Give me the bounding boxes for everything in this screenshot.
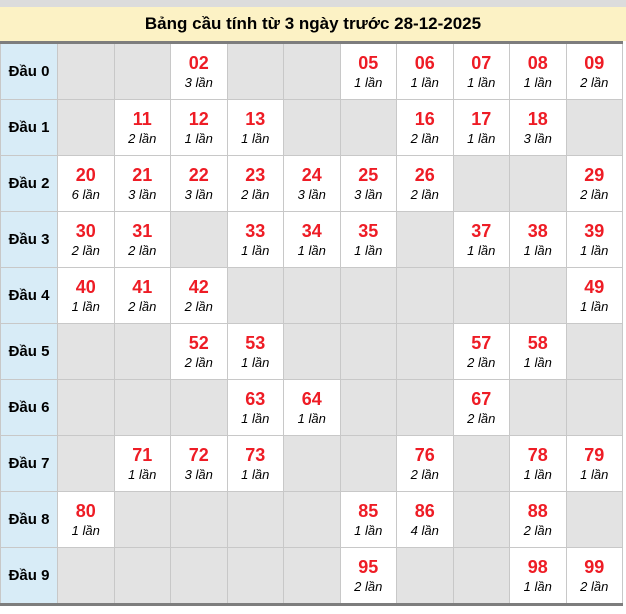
empty-cell bbox=[114, 548, 171, 605]
cell-number: 53 bbox=[245, 333, 266, 353]
empty-cell bbox=[453, 268, 510, 324]
cell-number: 86 bbox=[414, 501, 435, 521]
cell-number: 30 bbox=[75, 221, 96, 241]
cell-count: 2 lần bbox=[410, 187, 439, 202]
empty-cell bbox=[340, 100, 397, 156]
number-cell-34 bbox=[284, 212, 341, 268]
table-row bbox=[1, 156, 623, 212]
empty-cell bbox=[58, 380, 115, 436]
cell-count: 1 lần bbox=[354, 523, 383, 538]
number-cell-76 bbox=[397, 436, 454, 492]
row-label: Đầu 4 bbox=[1, 268, 58, 324]
cell-count: 3 lần bbox=[523, 131, 552, 146]
number-cell-33 bbox=[227, 212, 284, 268]
number-cell-57 bbox=[453, 324, 510, 380]
empty-cell bbox=[510, 380, 567, 436]
cell-number: 06 bbox=[414, 53, 435, 73]
number-cell-85 bbox=[340, 492, 397, 548]
cell-count: 1 lần bbox=[128, 467, 157, 482]
cell-number: 76 bbox=[414, 445, 435, 465]
cell-number: 35 bbox=[358, 221, 379, 241]
number-cell-73 bbox=[227, 436, 284, 492]
cell-number: 79 bbox=[584, 445, 605, 465]
number-cell-21 bbox=[114, 156, 171, 212]
cell-number: 88 bbox=[527, 501, 548, 521]
empty-cell bbox=[58, 436, 115, 492]
empty-cell bbox=[58, 100, 115, 156]
number-cell-22 bbox=[171, 156, 228, 212]
number-cell-41 bbox=[114, 268, 171, 324]
cell-number: 78 bbox=[527, 445, 548, 465]
empty-cell bbox=[510, 268, 567, 324]
cell-number: 80 bbox=[75, 501, 96, 521]
cell-count: 1 lần bbox=[241, 355, 270, 370]
cell-number: 64 bbox=[301, 389, 322, 409]
empty-cell bbox=[566, 100, 623, 156]
cell-number: 16 bbox=[414, 109, 435, 129]
number-cell-86 bbox=[397, 492, 454, 548]
cell-count: 3 lần bbox=[297, 187, 326, 202]
cell-number: 12 bbox=[188, 109, 209, 129]
empty-cell bbox=[284, 492, 341, 548]
empty-cell bbox=[453, 548, 510, 605]
empty-cell bbox=[397, 268, 454, 324]
number-cell-64 bbox=[284, 380, 341, 436]
cell-count: 1 lần bbox=[523, 243, 552, 258]
cell-count: 1 lần bbox=[241, 411, 270, 426]
cell-count: 4 lần bbox=[410, 523, 439, 538]
empty-cell bbox=[114, 324, 171, 380]
number-cell-16 bbox=[397, 100, 454, 156]
cell-number: 37 bbox=[471, 221, 492, 241]
cell-count: 1 lần bbox=[241, 243, 270, 258]
cell-number: 71 bbox=[132, 445, 153, 465]
number-cell-06 bbox=[397, 43, 454, 100]
table-row bbox=[1, 100, 623, 156]
empty-cell bbox=[114, 492, 171, 548]
row-label: Đầu 8 bbox=[1, 492, 58, 548]
cell-count: 2 lần bbox=[467, 355, 496, 370]
empty-cell bbox=[453, 492, 510, 548]
number-cell-11 bbox=[114, 100, 171, 156]
number-cell-29 bbox=[566, 156, 623, 212]
empty-cell bbox=[114, 380, 171, 436]
cell-count: 1 lần bbox=[467, 131, 496, 146]
cell-number: 67 bbox=[471, 389, 492, 409]
empty-cell bbox=[340, 436, 397, 492]
table-row bbox=[1, 268, 623, 324]
row-label: Đầu 6 bbox=[1, 380, 58, 436]
number-cell-05 bbox=[340, 43, 397, 100]
cell-count: 2 lần bbox=[410, 467, 439, 482]
cell-count: 1 lần bbox=[354, 75, 383, 90]
empty-cell bbox=[227, 492, 284, 548]
number-cell-31 bbox=[114, 212, 171, 268]
number-cell-18 bbox=[510, 100, 567, 156]
cell-count: 1 lần bbox=[354, 243, 383, 258]
number-cell-88 bbox=[510, 492, 567, 548]
number-cell-24 bbox=[284, 156, 341, 212]
cell-number: 57 bbox=[471, 333, 492, 353]
cell-count: 2 lần bbox=[523, 523, 552, 538]
number-cell-67 bbox=[453, 380, 510, 436]
cell-number: 05 bbox=[358, 53, 379, 73]
empty-cell bbox=[284, 548, 341, 605]
cell-count: 2 lần bbox=[128, 243, 157, 258]
table-row bbox=[1, 380, 623, 436]
empty-cell bbox=[566, 324, 623, 380]
cell-count: 1 lần bbox=[580, 299, 609, 314]
cell-number: 09 bbox=[584, 53, 605, 73]
empty-cell bbox=[171, 380, 228, 436]
cell-count: 2 lần bbox=[71, 243, 100, 258]
number-cell-09 bbox=[566, 43, 623, 100]
empty-cell bbox=[510, 156, 567, 212]
cell-count: 2 lần bbox=[580, 187, 609, 202]
cell-count: 3 lần bbox=[184, 467, 213, 482]
cell-number: 63 bbox=[245, 389, 266, 409]
cell-number: 98 bbox=[527, 557, 548, 577]
number-cell-25 bbox=[340, 156, 397, 212]
cell-number: 26 bbox=[414, 165, 435, 185]
cell-count: 1 lần bbox=[241, 467, 270, 482]
cell-count: 3 lần bbox=[184, 187, 213, 202]
row-label: Đầu 3 bbox=[1, 212, 58, 268]
empty-cell bbox=[171, 212, 228, 268]
table-row bbox=[1, 324, 623, 380]
cell-number: 25 bbox=[358, 165, 379, 185]
cell-number: 22 bbox=[188, 165, 209, 185]
cell-number: 31 bbox=[132, 221, 153, 241]
empty-cell bbox=[397, 212, 454, 268]
number-cell-08 bbox=[510, 43, 567, 100]
cell-number: 39 bbox=[584, 221, 605, 241]
number-cell-98 bbox=[510, 548, 567, 605]
cell-number: 40 bbox=[75, 277, 96, 297]
cell-number: 73 bbox=[245, 445, 266, 465]
page-title: Bảng cầu tính từ 3 ngày trước 28-12-2025 bbox=[144, 14, 482, 33]
cell-number: 38 bbox=[527, 221, 548, 241]
cell-number: 17 bbox=[471, 109, 492, 129]
empty-cell bbox=[284, 324, 341, 380]
empty-cell bbox=[58, 548, 115, 605]
cell-count: 1 lần bbox=[297, 243, 326, 258]
number-cell-39 bbox=[566, 212, 623, 268]
number-cell-30 bbox=[58, 212, 115, 268]
number-cell-26 bbox=[397, 156, 454, 212]
empty-cell bbox=[284, 436, 341, 492]
cell-count: 1 lần bbox=[467, 243, 496, 258]
empty-cell bbox=[397, 548, 454, 605]
cell-count: 3 lần bbox=[128, 187, 157, 202]
number-cell-71 bbox=[114, 436, 171, 492]
empty-cell bbox=[453, 156, 510, 212]
cell-count: 2 lần bbox=[410, 131, 439, 146]
empty-cell bbox=[397, 380, 454, 436]
cell-count: 2 lần bbox=[580, 75, 609, 90]
cell-number: 95 bbox=[358, 557, 379, 577]
cell-number: 99 bbox=[584, 557, 605, 577]
cell-number: 02 bbox=[188, 53, 209, 73]
cell-number: 49 bbox=[584, 277, 605, 297]
empty-cell bbox=[227, 548, 284, 605]
table-row bbox=[1, 492, 623, 548]
cell-number: 07 bbox=[471, 53, 492, 73]
number-cell-58 bbox=[510, 324, 567, 380]
cell-count: 1 lần bbox=[184, 131, 213, 146]
empty-cell bbox=[340, 380, 397, 436]
number-cell-40 bbox=[58, 268, 115, 324]
empty-cell bbox=[58, 43, 115, 100]
cell-count: 1 lần bbox=[410, 75, 439, 90]
number-cell-72 bbox=[171, 436, 228, 492]
row-label: Đầu 2 bbox=[1, 156, 58, 212]
cell-count: 2 lần bbox=[467, 411, 496, 426]
cell-count: 2 lần bbox=[580, 579, 609, 594]
cell-number: 11 bbox=[132, 109, 152, 129]
number-cell-07 bbox=[453, 43, 510, 100]
row-label: Đầu 7 bbox=[1, 436, 58, 492]
cell-count: 1 lần bbox=[71, 523, 100, 538]
number-cell-17 bbox=[453, 100, 510, 156]
table-row bbox=[1, 436, 623, 492]
empty-cell bbox=[284, 100, 341, 156]
empty-cell bbox=[58, 324, 115, 380]
row-label: Đầu 0 bbox=[1, 43, 58, 100]
cell-number: 23 bbox=[245, 165, 266, 185]
cell-count: 1 lần bbox=[580, 467, 609, 482]
empty-cell bbox=[453, 436, 510, 492]
number-cell-13 bbox=[227, 100, 284, 156]
number-cell-52 bbox=[171, 324, 228, 380]
number-cell-99 bbox=[566, 548, 623, 605]
number-cell-78 bbox=[510, 436, 567, 492]
number-cell-53 bbox=[227, 324, 284, 380]
cell-count: 1 lần bbox=[467, 75, 496, 90]
cell-count: 1 lần bbox=[523, 579, 552, 594]
cell-count: 6 lần bbox=[71, 187, 100, 202]
number-cell-63 bbox=[227, 380, 284, 436]
cell-count: 3 lần bbox=[354, 187, 383, 202]
cell-number: 08 bbox=[527, 53, 548, 73]
frequency-table bbox=[0, 41, 623, 606]
empty-cell bbox=[284, 268, 341, 324]
frequency-table-body bbox=[1, 43, 623, 605]
cell-number: 58 bbox=[527, 333, 548, 353]
number-cell-35 bbox=[340, 212, 397, 268]
cell-count: 2 lần bbox=[128, 299, 157, 314]
cell-number: 34 bbox=[301, 221, 322, 241]
cell-count: 1 lần bbox=[523, 355, 552, 370]
number-cell-42 bbox=[171, 268, 228, 324]
cell-count: 2 lần bbox=[128, 131, 157, 146]
cell-number: 29 bbox=[584, 165, 605, 185]
cell-number: 72 bbox=[188, 445, 209, 465]
empty-cell bbox=[397, 324, 454, 380]
number-cell-38 bbox=[510, 212, 567, 268]
table-row bbox=[1, 43, 623, 100]
cell-number: 20 bbox=[75, 165, 96, 185]
number-cell-95 bbox=[340, 548, 397, 605]
top-strip bbox=[0, 0, 626, 7]
row-label: Đầu 9 bbox=[1, 548, 58, 605]
cell-count: 1 lần bbox=[523, 467, 552, 482]
number-cell-37 bbox=[453, 212, 510, 268]
number-cell-49 bbox=[566, 268, 623, 324]
empty-cell bbox=[340, 324, 397, 380]
number-cell-12 bbox=[171, 100, 228, 156]
cell-count: 1 lần bbox=[297, 411, 326, 426]
cell-count: 3 lần bbox=[184, 75, 213, 90]
cell-count: 1 lần bbox=[71, 299, 100, 314]
cell-number: 41 bbox=[132, 277, 153, 297]
table-row bbox=[1, 548, 623, 605]
empty-cell bbox=[227, 43, 284, 100]
table-row bbox=[1, 212, 623, 268]
cell-count: 2 lần bbox=[241, 187, 270, 202]
title-bar bbox=[0, 7, 626, 41]
number-cell-23 bbox=[227, 156, 284, 212]
cell-count: 2 lần bbox=[354, 579, 383, 594]
row-label: Đầu 5 bbox=[1, 324, 58, 380]
cell-count: 2 lần bbox=[184, 299, 213, 314]
number-cell-02 bbox=[171, 43, 228, 100]
empty-cell bbox=[227, 268, 284, 324]
cell-number: 42 bbox=[188, 277, 209, 297]
row-label: Đầu 1 bbox=[1, 100, 58, 156]
cell-number: 13 bbox=[245, 109, 266, 129]
cell-number: 24 bbox=[301, 165, 322, 185]
empty-cell bbox=[171, 548, 228, 605]
empty-cell bbox=[340, 268, 397, 324]
cell-number: 85 bbox=[358, 501, 379, 521]
number-cell-79 bbox=[566, 436, 623, 492]
cell-count: 1 lần bbox=[241, 131, 270, 146]
cell-count: 1 lần bbox=[580, 243, 609, 258]
empty-cell bbox=[566, 492, 623, 548]
empty-cell bbox=[171, 492, 228, 548]
cell-number: 21 bbox=[132, 165, 153, 185]
empty-cell bbox=[284, 43, 341, 100]
number-cell-80 bbox=[58, 492, 115, 548]
number-cell-20 bbox=[58, 156, 115, 212]
empty-cell bbox=[566, 380, 623, 436]
cell-count: 2 lần bbox=[184, 355, 213, 370]
cell-number: 18 bbox=[527, 109, 548, 129]
cell-number: 52 bbox=[188, 333, 209, 353]
cell-number: 33 bbox=[245, 221, 266, 241]
empty-cell bbox=[114, 43, 171, 100]
cell-count: 1 lần bbox=[523, 75, 552, 90]
